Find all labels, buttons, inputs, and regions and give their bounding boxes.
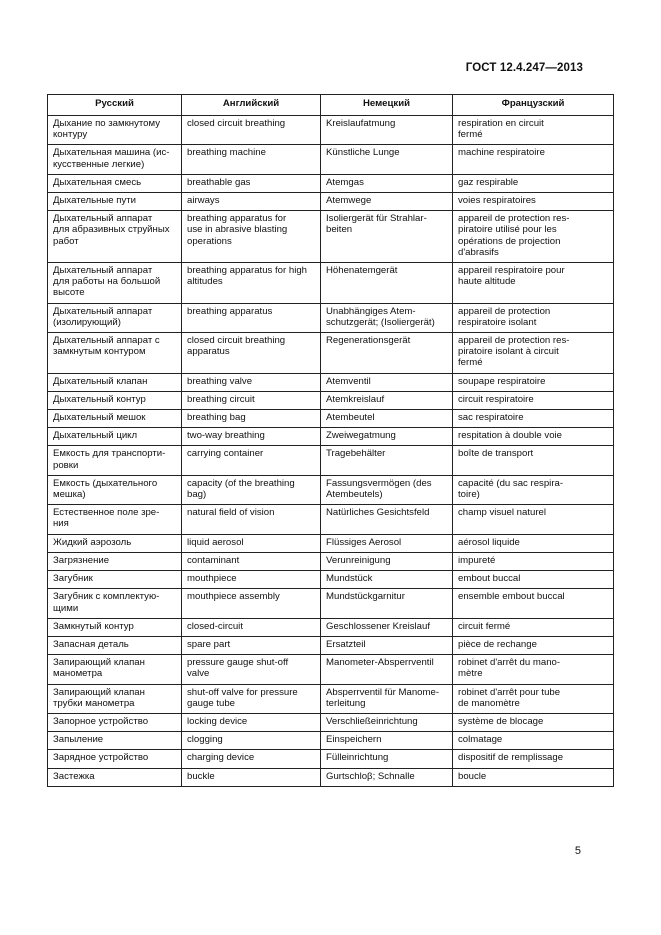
cell-german: Tragebehälter: [321, 446, 453, 475]
cell-german: Geschlossener Kreislauf: [321, 618, 453, 636]
cell-french: ensemble embout buccal: [453, 589, 614, 618]
cell-french: système de blocage: [453, 713, 614, 731]
cell-french: colmatage: [453, 732, 614, 750]
cell-english: liquid aerosol: [182, 534, 321, 552]
cell-french: voies respiratoires: [453, 193, 614, 211]
cell-english: breathing circuit: [182, 391, 321, 409]
cell-english: contaminant: [182, 552, 321, 570]
cell-english: breathing machine: [182, 145, 321, 174]
cell-french: robinet d'arrêt pour tube de manomètre: [453, 684, 614, 713]
table-row: [48, 174, 614, 192]
table-row: [48, 116, 614, 145]
table-row: [48, 655, 614, 684]
cell-french: appareil de protection respiratoire isolant: [453, 303, 614, 332]
cell-french: appareil respiratoire pour haute altitude: [453, 263, 614, 304]
table-row: [48, 505, 614, 534]
cell-english: closed circuit breathing apparatus: [182, 333, 321, 374]
cell-german: Natürliches Gesichtsfeld: [321, 505, 453, 534]
cell-russian: Запорное устройство: [48, 713, 182, 731]
cell-russian: Дыхательный аппарат для работы на большой высоте: [48, 263, 182, 304]
cell-german: Atemventil: [321, 373, 453, 391]
table-row: [48, 618, 614, 636]
cell-english: locking device: [182, 713, 321, 731]
cell-russian: Застежка: [48, 768, 182, 786]
table-row: [48, 446, 614, 475]
table-row: [48, 552, 614, 570]
cell-german: Zweiwegatmung: [321, 428, 453, 446]
cell-russian: Запирающий клапан манометра: [48, 655, 182, 684]
cell-russian: Загрязнение: [48, 552, 182, 570]
cell-russian: Дыхательный аппарат для абразивных струйных работ: [48, 211, 182, 263]
cell-english: clogging: [182, 732, 321, 750]
document-header: ГОСТ 12.4.247—2013: [465, 62, 583, 74]
cell-english: breathing bag: [182, 410, 321, 428]
table-row: [48, 475, 614, 504]
cell-english: carrying container: [182, 446, 321, 475]
cell-russian: Естественное поле зре- ния: [48, 505, 182, 534]
cell-french: appareil de protection res- piratoire isolant à circuit fermé: [453, 333, 614, 374]
column-header-french: Французский: [453, 95, 614, 116]
cell-french: capacité (du sac respira- toire): [453, 475, 614, 504]
cell-german: Atembeutel: [321, 410, 453, 428]
cell-french: impureté: [453, 552, 614, 570]
table-row: [48, 193, 614, 211]
cell-english: pressure gauge shut-off valve: [182, 655, 321, 684]
table-row: [48, 684, 614, 713]
page-number: 5: [574, 845, 581, 857]
cell-english: charging device: [182, 750, 321, 768]
cell-english: closed-circuit: [182, 618, 321, 636]
cell-french: circuit fermé: [453, 618, 614, 636]
cell-french: champ visuel naturel: [453, 505, 614, 534]
table-row: [48, 303, 614, 332]
cell-russian: Дыхательный клапан: [48, 373, 182, 391]
cell-german: Einspeichern: [321, 732, 453, 750]
cell-french: respiration en circuit fermé: [453, 116, 614, 145]
table-row: [48, 211, 614, 263]
table-row: [48, 636, 614, 654]
cell-german: Unabhängiges Atem- schutzgerät; (Isoliergerät): [321, 303, 453, 332]
cell-french: boucle: [453, 768, 614, 786]
cell-french: gaz respirable: [453, 174, 614, 192]
table-row: [48, 713, 614, 731]
cell-russian: Замкнутый контур: [48, 618, 182, 636]
table-row: [48, 391, 614, 409]
cell-russian: Запыление: [48, 732, 182, 750]
cell-russian: Емкость (дыхательного мешка): [48, 475, 182, 504]
cell-russian: Дыхание по замкнутому контуру: [48, 116, 182, 145]
cell-english: buckle: [182, 768, 321, 786]
cell-french: appareil de protection res- piratoire utilisé pour les opérations de projection d'abrasifs: [453, 211, 614, 263]
cell-english: breathing apparatus for high altitudes: [182, 263, 321, 304]
cell-german: Kreislaufatmung: [321, 116, 453, 145]
cell-russian: Зарядное устройство: [48, 750, 182, 768]
table-row: [48, 263, 614, 304]
cell-german: Höhenatemgerät: [321, 263, 453, 304]
cell-russian: Дыхательный аппарат с замкнутым контуром: [48, 333, 182, 374]
cell-german: Manometer-Absperrventil: [321, 655, 453, 684]
cell-russian: Емкость для транспорти- ровки: [48, 446, 182, 475]
cell-german: Atemwege: [321, 193, 453, 211]
cell-german: Verschließeinrichtung: [321, 713, 453, 731]
cell-french: sac respiratoire: [453, 410, 614, 428]
cell-german: Atemgas: [321, 174, 453, 192]
cell-german: Künstliche Lunge: [321, 145, 453, 174]
column-header-english: Английский: [182, 95, 321, 116]
cell-german: Fülleinrichtung: [321, 750, 453, 768]
cell-russian: Загубник с комплектую- щими: [48, 589, 182, 618]
table-row: [48, 589, 614, 618]
cell-russian: Дыхательный аппарат (изолирующий): [48, 303, 182, 332]
cell-french: dispositif de remplissage: [453, 750, 614, 768]
cell-german: Mundstück: [321, 571, 453, 589]
cell-french: pièce de rechange: [453, 636, 614, 654]
cell-german: Atemkreislauf: [321, 391, 453, 409]
cell-french: soupape respiratoire: [453, 373, 614, 391]
cell-russian: Дыхательный цикл: [48, 428, 182, 446]
cell-english: spare part: [182, 636, 321, 654]
column-header-german: Немецкий: [321, 95, 453, 116]
cell-english: shut-off valve for pressure gauge tube: [182, 684, 321, 713]
cell-russian: Дыхательный мешок: [48, 410, 182, 428]
table-header-row: [48, 95, 614, 116]
cell-russian: Дыхательная машина (ис- кусственные легкие): [48, 145, 182, 174]
cell-german: Ersatzteil: [321, 636, 453, 654]
cell-english: mouthpiece assembly: [182, 589, 321, 618]
table-row: [48, 534, 614, 552]
cell-german: Absperrventil für Manome- terleitung: [321, 684, 453, 713]
table-row: [48, 428, 614, 446]
cell-english: breathing valve: [182, 373, 321, 391]
cell-english: two-way breathing: [182, 428, 321, 446]
cell-english: breathing apparatus for use in abrasive blasting operations: [182, 211, 321, 263]
cell-english: capacity (of the breathing bag): [182, 475, 321, 504]
cell-german: Flüssiges Aerosol: [321, 534, 453, 552]
column-header-russian: Русский: [48, 95, 182, 116]
cell-german: Mundstückgarnitur: [321, 589, 453, 618]
table-row: [48, 410, 614, 428]
cell-english: natural field of vision: [182, 505, 321, 534]
cell-french: respitation à double voie: [453, 428, 614, 446]
cell-french: boîte de transport: [453, 446, 614, 475]
cell-german: Isoliergerät für Strahlar- beiten: [321, 211, 453, 263]
table-row: [48, 750, 614, 768]
cell-french: machine respiratoire: [453, 145, 614, 174]
cell-russian: Дыхательная смесь: [48, 174, 182, 192]
cell-german: Verunreinigung: [321, 552, 453, 570]
cell-german: Fassungsvermögen (des Atembeutels): [321, 475, 453, 504]
cell-russian: Дыхательные пути: [48, 193, 182, 211]
cell-german: Gurtschloβ; Schnalle: [321, 768, 453, 786]
cell-english: breathing apparatus: [182, 303, 321, 332]
table-row: [48, 373, 614, 391]
cell-german: Regenerationsgerät: [321, 333, 453, 374]
cell-french: embout buccal: [453, 571, 614, 589]
table-row: [48, 571, 614, 589]
cell-english: closed circuit breathing: [182, 116, 321, 145]
cell-french: aérosol liquide: [453, 534, 614, 552]
cell-russian: Запасная деталь: [48, 636, 182, 654]
terminology-table: [47, 94, 614, 787]
table-row: [48, 768, 614, 786]
cell-russian: Жидкий аэрозоль: [48, 534, 182, 552]
table-row: [48, 333, 614, 374]
cell-english: airways: [182, 193, 321, 211]
cell-french: circuit respiratoire: [453, 391, 614, 409]
cell-english: breathable gas: [182, 174, 321, 192]
table-row: [48, 145, 614, 174]
cell-russian: Дыхательный контур: [48, 391, 182, 409]
cell-russian: Запирающий клапан трубки манометра: [48, 684, 182, 713]
cell-russian: Загубник: [48, 571, 182, 589]
cell-french: robinet d'arrêt du mano- mètre: [453, 655, 614, 684]
cell-english: mouthpiece: [182, 571, 321, 589]
table-row: [48, 732, 614, 750]
